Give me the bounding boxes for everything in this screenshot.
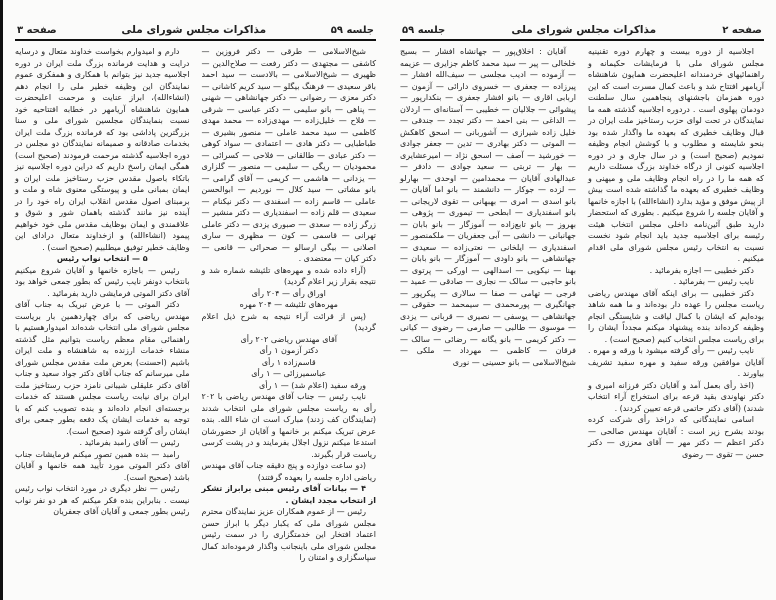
header-rule <box>400 39 764 41</box>
session-number: جلسه ۵۹ <box>402 25 446 36</box>
section-heading: ۴ — بیانات آقای رئیس مبنی برابراز تشکر از انتخاب مجدد ایشان . <box>201 484 376 505</box>
paragraph: (دو ساعت دوازده و پنج دقیقه جناب آقای مهندس ریاضی اداره جلسه را بعهده گرفتند) <box>201 461 376 482</box>
paragraph: نایب رئیس — رأی گرفته میشود با ورقه و مهره . آقایان موافقین ورقه سفید و مهره سفید تشریف بیاورند . <box>588 346 764 378</box>
paragraph: اوراق رأی — ۲۰۴ رأی <box>251 288 326 298</box>
paragraph: شیخ‌الاسلامی — طرقی — دکتر فروزین — کاشفی — مجتهدی — دکتر رفعت — صلاح‌الدین — ظهیری — شیخ‌الاسلامی — بالادست — سید احمد باقر سعیدی — فرهنگ بیگلو — سید کریم کاشانی — دکتر معزی — رضوانی — دکتر جهانشاهی — شهنی — پناهی — بانو سلیمی — دکتر عباسی — شرقی — فلاح — خلیل‌زاده — مهدی‌زاده — محمد مهدی کاظمی — سید محمد عاملی — منصور بشیری — طباطبایی — دکتر هادی — اعتمادی — سواد کوهی — دکتر عبادی — طالقانی — فلاحی — کسرائی — محمودیان — ریگی — سلیمی — منصور — گلزاری — یزدانی — هاشمی — کریمی — آقای گرامی — بانو مشاتی — سید کلال — نوردیم — ابوالحسن عاملی — قاسم زاده — اسفندی — دکتر نیکنام — سعیدی — قلم زاده — اسفندیاری — دکتر منشیر — زرگر زاده — سعدی — صبوری یزدی — دکتر عاملی تهرانی — قاسمی — کون — مظهری — ساری اصلانی — بیگی ارسالو — صحرائی — قانعی — دکتر کیان — معتضدی . <box>201 47 376 263</box>
running-title: مذاکرات مجلس شورای ملی <box>121 24 267 36</box>
header-rule <box>15 39 376 41</box>
text-columns <box>15 46 376 564</box>
right-page <box>388 0 776 600</box>
paragraph: قاسم‌زاده ۱ رأی <box>261 357 316 367</box>
paragraph: (پس از قرائت آراء نتیجه به شرح ذیل اعلام گردید) <box>201 311 376 332</box>
running-title: مذاکرات مجلس شورای ملی <box>511 24 657 36</box>
paragraph: اسامی نمایندگانی که دراخذ رأی شرکت کرده بودند بشرح زیر است : آقایان مهندس صالحی — دکتر اعظم — دکتر مهر — آقای معززی — دکتر حسن — تقوی — رضوی <box>588 415 764 459</box>
paragraph: آقای مهندس ریاضی ۲۰۲ رأی <box>240 334 337 344</box>
text-column <box>588 46 764 460</box>
page-number: صفحه ۳ <box>17 25 57 36</box>
page-header <box>15 14 376 36</box>
paragraph: (اخذ رأی بعمل آمد و آقایان دکتر فرزانه امیری و دکتر نهاوندی بقید قرعه برای استخراج آراء انتخاب شدند) (آقای دکتر حاتمی قرعه تعیین کردند) . <box>588 380 764 413</box>
paragraph: رئیس — آقای رامبد بفرمائید . <box>79 438 180 447</box>
text-column <box>400 46 576 460</box>
paragraph: رئیس — باجازه خانمها و آقایان شروع میکنیم بانتخاب دونفر نایب رئیس که بطور جمعی خواهد بود آقای دکتر الموتی فرمایشی دارید بفرمائید . <box>15 265 190 298</box>
paragraph: دکتر خطیبی — برای اینکه آقای مهندس ریاضی ریاست مجلس را عهده دار بوده‌اند و ما همه شاهد بوده‌ایم که ایشان با کمال لیاقت و شایستگی انجام وظیفه کرده‌اند بنده پیشنهاد میکنم مجدداً ایشان را برای ریاست مجلس انتخاب کنیم (صحیح است) . <box>588 288 764 344</box>
paragraph: آقایان : اخلاق‌پور — جهانشاه افشار — بسیج خلخالی — پیر — سید محمد کاظم جزایری — عزیمه — آزموده — ادیب مجلسی — سیف‌الله افشار — پیرزاده — جعفری — خسروی دارائی — آزمون — اربابی اقاری — بانو افشار جعفری — بنکدارپور — پیشوائی — جلالیان — خطیبی — آستانه‌ای — اردلان — الداغی — بنی احمد — دکتر تجدد — جندقی — خلیل زاده شیرازی — آشوربانی — اسحق کاهکش — الموتی — دکتر بهادری — تدین — جعفر جوادی — خورشید — آصف — اسحق نژاد — امیرعشایری — بهار — تربتی — سعید جوادی — دادفر — عبدالهادی آقایان — محمدامین — اوحدی — بهارلو — لزده — جوکار — دانشمند — بانو اما آقایان — بانو اسدی — امری — بهبهانی — تقوی لاریجانی — بانو اسفندیاری — ابطحی — تیموری — پژوهی — بهروز — بانو تابع‌زاده — آموزگار — بانو بابان — جهانبانی — دانشی — آبی جعفریان — ملکمنصور — اسفندیاری — ایلخانی — نعتی‌زاده — سعیدی — جهانشاهی — بانو داودی — آموزگار — بانو بابان — بهنا — نیکویی — اسدالهی — اورکی — پرتوی — بانو حاجبی — سالک — نجاری — صادقی — عمید — فرجی — تهامی — صفا — سالاری — پیکرپور — جهانگیری — پورمحمدی — سیمحمد — حقوقی — جهانشاهی — یوسفی — نصیری — قربانی — یزدی — موسوی — طالبی — صارمی — رضوی — کیانی — دکتر کریمی — بانو یگانه — رضائی — سالک — فرقان — کاظمی — مهرداد — ملکی — شیخ‌الاسلامی — بانو حسینی — نوری <box>400 47 576 367</box>
paragraph: مهره‌های تلثیشه — ۲۰۴ مهره <box>239 300 338 309</box>
paragraph: دکتر آزمون ۱ رأی <box>259 346 319 355</box>
page-header <box>400 14 764 36</box>
paragraph: رئیس — نظر دیگری در مورد انتخاب نواب رئیس نیست . بنابراین بنده فکر میکنم که هر دو نفر نواب رئیس بطور جمعی و آقایان آقای جعفریان <box>15 484 190 516</box>
text-column <box>15 46 190 564</box>
paragraph: (آراء داده شده و مهره‌های تلثیشه شماره شد و نتیجه بقرار زیر اعلام گردید) <box>201 265 376 286</box>
paragraph: نایب رئیس — جناب آقای مهندس ریاضی با ۲۰۲ رأی به ریاست مجلس شورای ملی انتخاب شدند (تمایندگان کف زدند) مبارک است ان شاء الله. بنده عرض تبریک میکنم بر خانمها و آقایان از حضورشان استدعا میکنم نزول اجلال بفرمایند و در پشت کرسی ریاست قرار بگیرند. <box>201 392 376 459</box>
text-column <box>202 46 377 564</box>
paragraph: عباسمیرزائی — ۱ رأی <box>251 369 327 378</box>
text-columns <box>400 46 764 460</box>
paragraph: دکتر الموتی — با عرض تبریک به جناب آقای مهندس ریاضی که برای چهاردهمین بار بریاست مجلس شورای ملی انتخاب شده‌اند امیدوارهستیم با راهنمائی مقام معظم ریاست بتوانیم مثل گذشته منشاء خدمات ارزنده به شاهنشاه و ملت ایران باشیم (احسنت) بعرض ملت مقدس مجلس شورای ملی میرسانم که جناب آقای دکتر جواد سعید و جناب آقای دکتر علیقلی شیبانی نامزد حزب رستاخیز ملت ایران برای نیابت ریاست مجلس هستند که خدمات برجسته‌ای انجام داده‌اند و بنده تصویب کنم که با توجه به خدمات ایشان یک دفعه بطور جمعی برای ایشان رأی گرفته شود (صحیح است). <box>15 300 190 436</box>
session-number: جلسه ۵۹ <box>330 25 374 36</box>
page-number: صفحه ۲ <box>722 25 762 36</box>
paragraph: دکتر خطیبی — اجازه بفرمائید . <box>649 265 754 275</box>
paragraph: ورقه سفید (اعلام شد) — ۱ رأی <box>259 380 366 390</box>
paragraph: نایب رئیس — بفرمائید . <box>673 277 754 286</box>
paragraph: رامبد — بنده همین تصور میکنم فرمایشات جناب آقای دکتر الموتی مورد تأیید همه خانمها و آقایان باشد (صحیح است). <box>15 449 190 482</box>
paragraph: رئیس — از عموم همکاران عزیز نمایندگان محترم مجلس شورای ملی که یکبار دیگر با ابراز حسن اعتماد افتخار این خدمتگزاری را در سمت رئیس مجلس شورای ملی باینجانب واگذار فرموده‌اند کمال سپاسگزاری و امتنان را <box>201 507 376 562</box>
section-heading: ۵ — انتخاب نواب رئیس <box>56 254 148 263</box>
paragraph: دارم و امیدوارم بخواست خداوند متعال و درسایه درایت و هدایت فرمانده بزرگ ملت ایران در دوره اجلاسیه جدید نیز بتوانم با همکاری و همفکری عموم نمایندگان این وظیفه خطیر ملی را انجام دهم (انشاءالله)، ابراز عنایت و مرحمت اعلیحضرت همایون شاهنشاه آریامهر در خطابه افتتاحیه خود نسبت بنمایندگان مجلسین شورای ملی و سنا بزرگترین پاداشی بود که فرمانده بزرگ ملت ایران بخدمات صادقانه و صمیمانه نمایندگان دو مجلس در دوره اجلاسیه گذشته مرحمت فرمودند (صحیح است) همگی ایمان راسخ داریم که دراین دوره اجلاسیه نیز باتکاء باصول مقدس حزب رستاخیز ملت ایران و ایمان بمبانی ملی و پیوستگی معنوی شاه و ملت و برمبنای اصول مقدس انقلاب ایران راه خود را در آینده نیز مانند گذشته باهمان شور و شوق و علاقمندی و ایمان بوظایف مقدس ملی خود خواهیم پیمود (انشاءالله) و ازخداوند متعال درادای این وظایف خطیر توفیق میطلبیم (صحیح است) . <box>15 47 190 252</box>
paragraph: اجلاسیه از دوره بیست و چهارم دوره تقنینیه مجلس شورای ملی با فرمایشات حکیمانه و راهنمائیهای خردمندانه اعلیحضرت همایون شاهنشاه آریامهر افتتاح شد و باعث کمال مسرت است که این دوره همزمان باجشنهای پنجاهمین سال سلطنت دودمان پهلوی است . دردوره اجلاسیه گذشته همه ما نمایندگان در تحت لوای حزب رستاخیز ملت ایران در قبال وظایف خطیری که بعهده ما واگذار شده بود بنحو شایسته و مطلوب و با کوشش انجام وظیفه نمودیم (صحیح است) و در سال جاری و در دوره اجلاسیه کنونی از درگاه خداوند بزرگ مسئلت داریم که همه ما را در راه انجام وظایف ملی و میهنی و وظایف خطیری که بعهده ما گذاشته شده است بیش از پیش موفق و مؤید بدارد (انشاءالله) با اجازه خانمها و آقایان جلسه را شروع میکنیم . بطوری که استحضار دارید طبق آئین‌نامه داخلی مجلس انتخاب هیئت رئیسه برای اجلاسیه جدید باید انجام شود نخست نسبت به انتخاب رئیس مجلس شورای ملی اقدام میکنیم . <box>588 47 764 263</box>
